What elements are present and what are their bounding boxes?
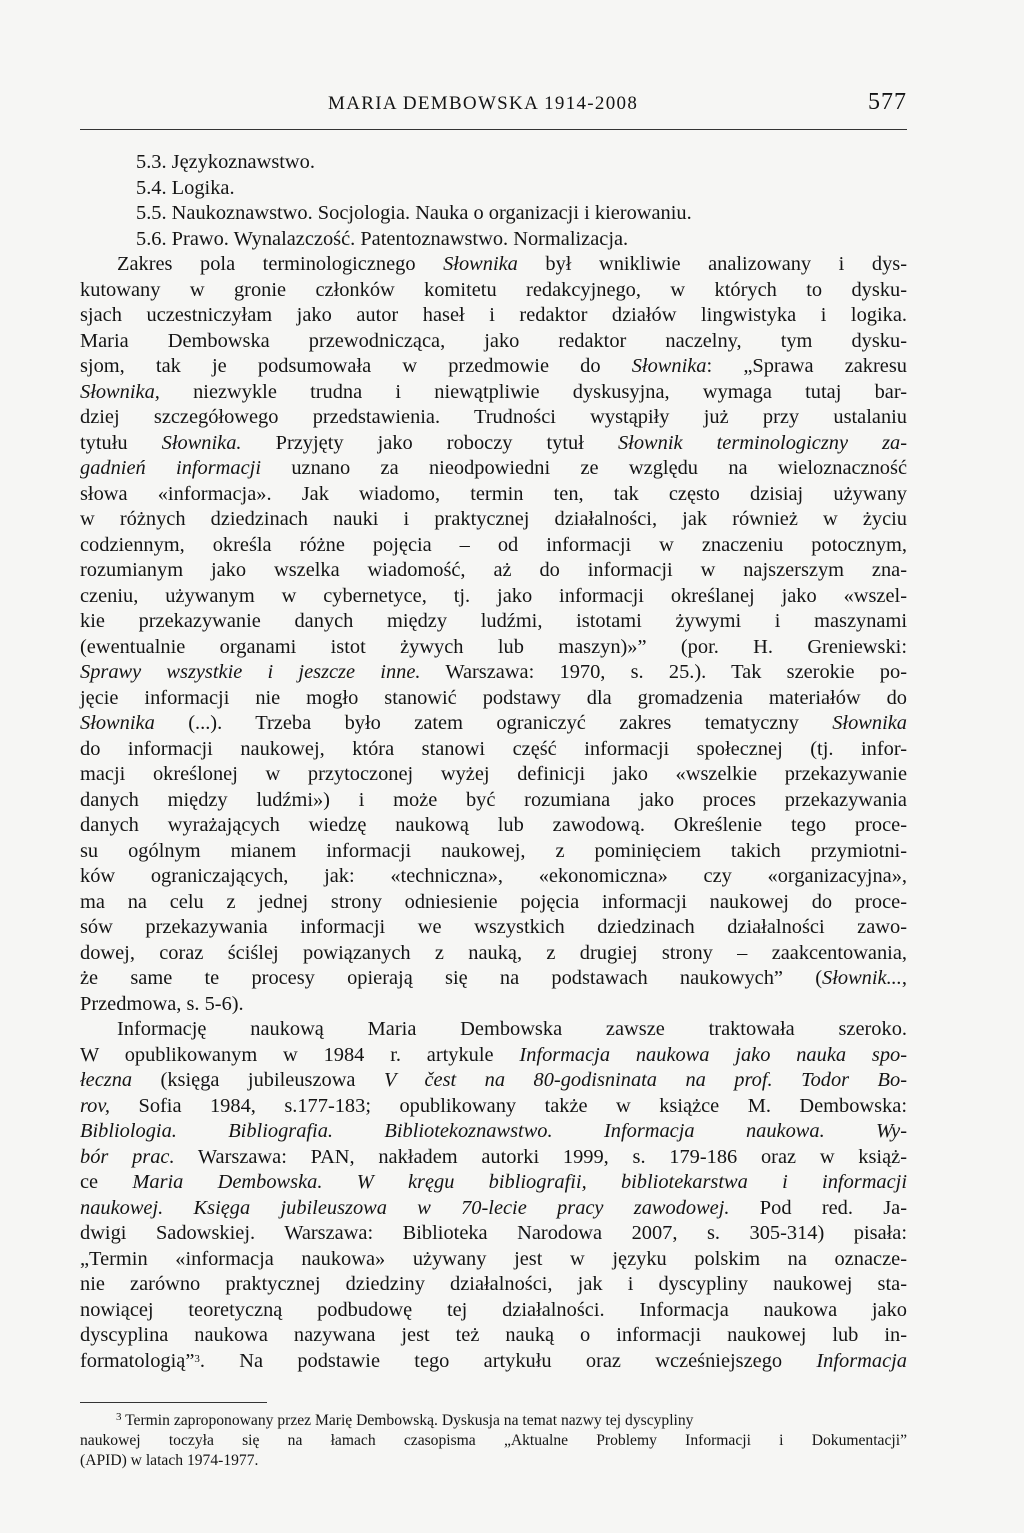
text-line: ma na celu z jednej strony odniesienie pojęcia informacji naukowej do proce- xyxy=(80,890,907,913)
text-line: czeniu, używanym w cybernetyce, tj. jako informacji określanej jako «wszel- xyxy=(80,584,907,607)
text-line: formatologią”$^3$. Na podstawie tego artykułu oraz wcześniejszego Informacja xyxy=(80,1349,907,1372)
text-line: łeczna (księga jubileuszowa V čest na 80-godisninata na prof. Todor Bo- xyxy=(80,1069,907,1091)
text-line: naukowej. Księga jubileuszowa w 70-lecie pracy zawodowej. Pod red. Ja- xyxy=(80,1196,908,1219)
text-line: słowa «informacja». Jak wiadomo, termin ten, tak często dzisiaj używany xyxy=(80,482,907,505)
list-item: 5.6. Prawo. Wynalazczość. Patentoznawstwo. Normalizacja. xyxy=(136,227,629,250)
text-line: su ogólnym mianem informacji naukowej, z pominięciem takich przymiotni- xyxy=(80,839,907,862)
text-line: dziej szczegółowego przedstawienia. Trudności wystąpiły już przy ustalaniu xyxy=(80,406,907,428)
list-item: 5.3. Językoznawstwo. xyxy=(136,151,315,173)
text-line: że same te procesy opierają się na podstawach naukowych” (Słownik..., xyxy=(80,967,907,989)
text-line: sjom, tak je podsumowała w przedmowie do Słownika: „Sprawa zakresu xyxy=(80,355,907,377)
text-line: Sprawy wszystkie i jeszcze inne. Warszawa: 1970, s. 25.). Tak szerokie po- xyxy=(80,661,907,683)
text-line: dyscyplina naukowa nazywana jest też nauką o informacji naukowej lub in- xyxy=(80,1324,907,1346)
footnote-line: (APID) w latach 1974-1977. xyxy=(80,1452,259,1469)
text-line: nowiącej teoretyczną podbudowę tej działalności. Informacja naukowa jako xyxy=(80,1298,907,1321)
footnote-ref: 3 xyxy=(194,1352,200,1365)
text-line: ków ograniczających, jak: «techniczna», «ekonomiczna» czy «organizacyjna», xyxy=(80,865,907,887)
text-line: Przedmowa, s. 5-6). xyxy=(80,992,244,1015)
text-line: tytułu Słownika. Przyjęty jako roboczy tytuł Słownik terminologiczny za- xyxy=(80,431,907,454)
text-line: danych wyrażających wiedzę naukową lub zawodową. Określenie tego proce- xyxy=(80,814,907,836)
footnote-line: naukowej toczyła się na łamach czasopisma „Aktualne Problemy Informacji i Dokumentacji” xyxy=(80,1432,907,1449)
text-line: Maria Dembowska przewodnicząca, jako redaktor naczelny, tym dysku- xyxy=(80,329,907,352)
list-item: 5.5. Naukoznawstwo. Socjologia. Nauka o organizacji i kierowaniu. xyxy=(136,202,692,224)
text-line: rov, Sofia 1984, s.177-183; opublikowany także w książce M. Dembowska: xyxy=(80,1094,907,1117)
text-line: „Termin «informacja naukowa» używany jest w języku polskim na oznacze- xyxy=(80,1247,907,1270)
text-line: macji określonej w przytoczonej wyżej definicji jako «wszelkie przekazywanie xyxy=(80,763,907,785)
text-line: Bibliologia. Bibliografia. Bibliotekoznawstwo. Informacja naukowa. Wy- xyxy=(80,1120,907,1142)
text-line: codziennym, określa różne pojęcia – od informacji w znaczeniu potocznym, xyxy=(80,533,907,556)
running-title: MARIA DEMBOWSKA 1914-2008 xyxy=(328,93,639,114)
text-line: Informację naukową Maria Dembowska zawsze traktowała szeroko. xyxy=(117,1018,907,1040)
text-line: bór prac. Warszawa: PAN, nakładem autorki 1999, s. 179-186 oraz w książ- xyxy=(80,1145,907,1168)
text-line: kie przekazywanie danych między ludźmi, istotami żywymi i maszynami xyxy=(80,610,907,632)
body-text xyxy=(80,150,907,1374)
text-line: sjach uczestniczyłam jako autor haseł i redaktor działów lingwistyka i logika. xyxy=(80,304,907,326)
text-line: ce Maria Dembowska. W kręgu bibliografii, bibliotekarstwa i informacji xyxy=(80,1171,908,1193)
text-line: sów przekazywania informacji we wszystkich dziedzinach działalności zawo- xyxy=(80,916,907,938)
footnote-line: $^3$ Termin zaproponowany przez Marię Dembowską. Dyskusja na temat nazwy tej dyscypliny xyxy=(116,1411,694,1429)
text-line: Słownika, niezwykle trudna i niewątpliwie dyskusyjna, wymaga tutaj bar- xyxy=(80,380,907,403)
text-line: gadnień informacji uznano za nieodpowiedni ze względu na wieloznaczność xyxy=(80,457,907,479)
text-line: kutowany w gronie członków komitetu redakcyjnego, w których to dysku- xyxy=(80,278,907,301)
running-head xyxy=(80,91,907,121)
header-rule xyxy=(80,129,907,130)
text-line: danych między ludźmi») i może być rozumiana jako proces przekazywania xyxy=(80,788,907,811)
text-line: W opublikowanym w 1984 r. artykule Informacja naukowa jako nauka spo- xyxy=(80,1043,908,1066)
text-line: Słownika (...). Trzeba było zatem ograniczyć zakres tematyczny Słownika xyxy=(80,712,907,734)
text-line: dwigi Sadowskiej. Warszawa: Biblioteka Narodowa 2007, s. 305-314) pisała: xyxy=(80,1222,907,1244)
text-line: nie zarówno praktycznej dziedziny działalności, jak i dyscypliny naukowej sta- xyxy=(80,1273,907,1295)
text-line: jęcie informacji nie mogło stanowić podstawy dla gromadzenia materiałów do xyxy=(80,686,907,709)
page-number: 577 xyxy=(868,89,907,115)
footnote-rule xyxy=(80,1402,267,1403)
footnotes xyxy=(80,1411,907,1471)
text-line: Zakres pola terminologicznego Słownika był wnikliwie analizowany i dys- xyxy=(117,253,907,275)
text-line: (ewentualnie organami istot żywych lub maszyn)»” (por. H. Greniewski: xyxy=(80,635,907,658)
list-item: 5.4. Logika. xyxy=(136,176,235,199)
text-line: w różnych dziedzinach nauki i praktycznej działalności, jak również w życiu xyxy=(80,508,907,530)
text-line: rozumianym jako wszelka wiadomość, aż do informacji w najszerszym zna- xyxy=(80,559,907,581)
footnote-marker: 3 xyxy=(116,1411,122,1423)
text-line: dowej, coraz ściślej powiązanych z nauką, z drugiej strony – zaakcentowania, xyxy=(80,941,907,964)
text-line: do informacji naukowej, która stanowi część informacji społecznej (tj. infor- xyxy=(80,737,907,760)
